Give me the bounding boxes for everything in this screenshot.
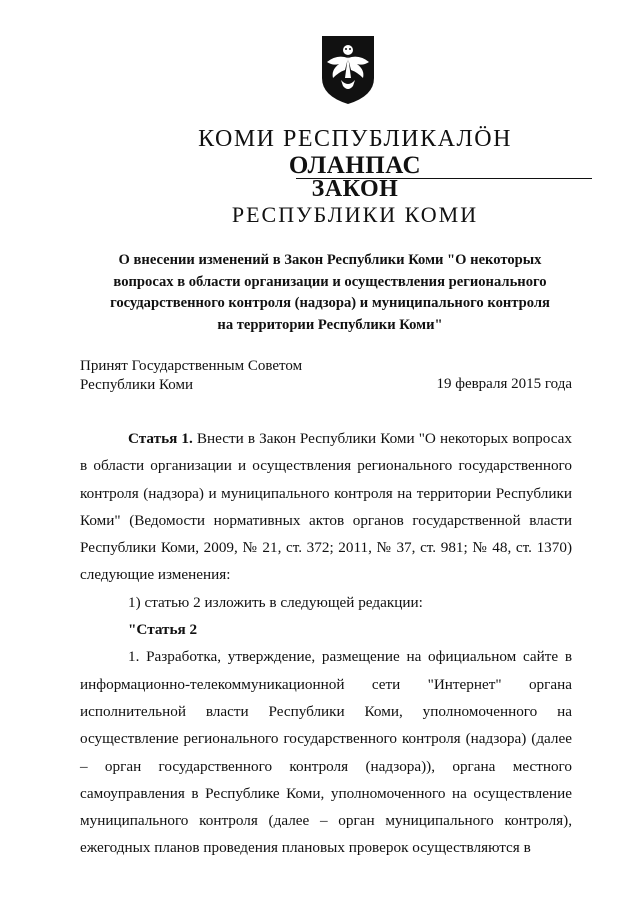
header-law-title: ЗАКОН — [311, 176, 399, 202]
adoption-line: Принят Государственным Советом — [80, 358, 303, 374]
adoption-line: Республики Коми — [80, 377, 193, 393]
law-title — [80, 250, 580, 336]
item-1: 1) статью 2 изложить в следующей редакции: — [128, 593, 423, 611]
coat-of-arms-emblem — [319, 34, 377, 106]
header-komi-text: КОМИ РЕСПУБЛИКАЛÖН — [198, 126, 512, 152]
article-2-label: "Статья 2 — [128, 621, 198, 639]
article-2-paragraph-1: 1. Разработка, утверждение, размещение на официальном сайте в информационно-телекоммуникационной сети "Интернет" органа исполнительной власти Республики Коми, уполномоченного на осуществление регионального государственного контроля (надзора) (далее – орган государственного контроля (надзора)), органа местного самоуправления в Республике Коми, уполномоченного на осуществление муниципального контроля (далее – орган муниципального контроля), ежегодных планов проведения плановых проверок осуществляются в — [80, 648, 572, 857]
header-republic-text: РЕСПУБЛИКИ КОМИ — [231, 202, 479, 227]
law-title-line: государственного контроля (надзора) и муниципального контроля — [110, 295, 550, 311]
law-title-line: на территории Республики Коми" — [217, 316, 443, 333]
law-title-line: О внесении изменений в Закон Республики Коми "О некоторых — [118, 252, 542, 268]
article-1-label: Статья 1. — [128, 430, 193, 447]
article-2-heading — [80, 616, 572, 643]
article-1-paragraph — [80, 425, 572, 589]
header-olanpas-text: ОЛАНПАС — [288, 152, 422, 179]
adoption-note — [80, 357, 302, 395]
law-title-line: вопросах в области организации и осуществления регионального — [113, 273, 547, 290]
article-1-text: Внести в Закон Республики Коми "О некоторых вопросах в области организации и осуществления регионального государственного контроля (надзора) и муниципального контроля на территории Республики Коми" (Ведомости нормативных актов органов государственной власти Республики Коми, 2009, № 21, ст. 372; 2011, № 37, ст. 981; № 48, ст. 1370) следующие изменения: — [80, 430, 572, 584]
adoption-date: 19 февраля 2015 года — [436, 376, 572, 392]
law-body — [80, 425, 572, 862]
